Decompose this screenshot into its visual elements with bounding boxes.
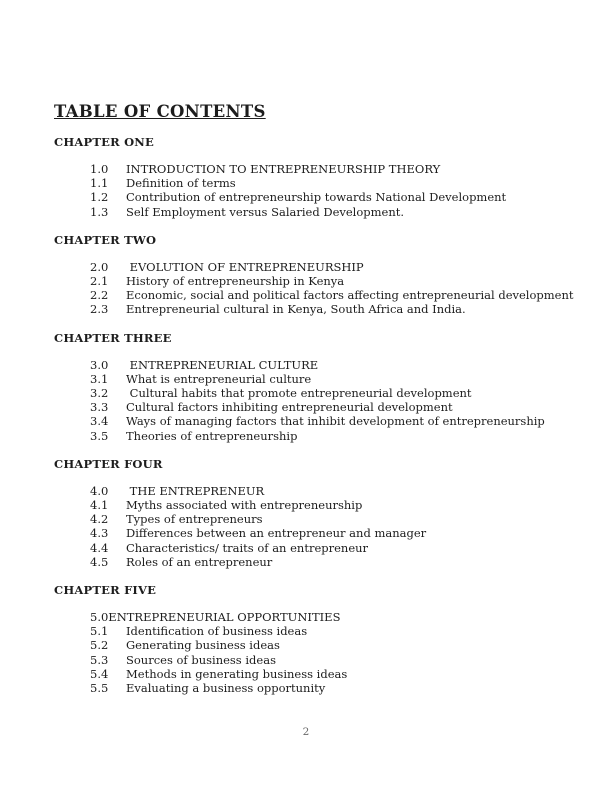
- toc-entry: [90, 638, 584, 652]
- toc-entry-title: Contribution of entrepreneurship towards National Development: [126, 190, 507, 205]
- toc-entry-title: Roles of an entrepreneur: [126, 554, 273, 569]
- toc-entry: [90, 681, 584, 695]
- toc-entry: [90, 288, 584, 302]
- page-title: TABLE OF CONTENTS: [54, 102, 266, 121]
- toc-entry-title: Characteristics/ traits of an entrepreneur: [126, 540, 369, 555]
- toc-entry-number: 3.5: [90, 428, 109, 443]
- toc-entry-number: 3.3: [90, 400, 109, 415]
- toc-entry-number: 1.3: [90, 204, 109, 219]
- toc-entry-number: 4.2: [90, 512, 109, 527]
- toc-entry-number: 5.5: [90, 681, 109, 696]
- chapter-heading: CHAPTER FIVE: [54, 583, 157, 598]
- toc-entry-title: EVOLUTION OF ENTREPRENEURSHIP: [126, 259, 364, 274]
- toc-entry-title: Sources of business ideas: [126, 652, 276, 667]
- toc-entry-number: 2.2: [90, 288, 109, 303]
- toc-entry: [90, 484, 584, 498]
- toc-entry: [90, 358, 584, 372]
- toc-entry-title: Identification of business ideas: [126, 624, 308, 639]
- chapter-items: [54, 610, 584, 695]
- toc-entry: [90, 555, 584, 569]
- toc-entry-number: 5.3: [90, 652, 109, 667]
- toc-entry-title: THE ENTREPRENEUR: [126, 483, 265, 498]
- toc-entry-number: 4.5: [90, 554, 109, 569]
- toc-entry-title: Definition of terms: [126, 176, 236, 191]
- toc-entry-number: 4.0: [90, 483, 109, 498]
- chapter-items: [54, 162, 584, 219]
- toc-entry-number: 3.0: [90, 357, 109, 372]
- chapter-items: [54, 358, 584, 443]
- toc-entry-title: Myths associated with entrepreneurship: [126, 498, 363, 513]
- toc-entry: [90, 205, 584, 219]
- toc-entry-number: 2.3: [90, 302, 109, 317]
- toc-entry-title: Methods in generating business ideas: [126, 666, 348, 681]
- toc-entry: [90, 386, 584, 400]
- toc-entry-number: 5.2: [90, 638, 109, 653]
- toc-chapters: [54, 135, 584, 695]
- chapter-items: [54, 260, 584, 317]
- toc-entry-number: 4.3: [90, 526, 109, 541]
- toc-entry-title: Generating business ideas: [126, 638, 280, 653]
- toc-entry-number: 1.2: [90, 190, 109, 205]
- toc-entry-title: Entrepreneurial cultural in Kenya, South Africa and India.: [126, 302, 466, 317]
- toc-entry-title: Economic, social and political factors affecting entrepreneurial development: [126, 288, 574, 303]
- toc-entry: [90, 526, 584, 540]
- toc-entry-title: Types of entrepreneurs: [126, 512, 263, 527]
- toc-entry: [90, 190, 584, 204]
- chapter-heading: CHAPTER THREE: [54, 330, 172, 345]
- chapter-heading: CHAPTER ONE: [54, 135, 154, 149]
- toc-entry: [90, 414, 584, 428]
- toc-entry-number: 4.4: [90, 540, 109, 555]
- toc-entry-title: Cultural factors inhibiting entrepreneurial development: [126, 400, 453, 415]
- toc-entry-title: Differences between an entrepreneur and manager: [126, 526, 427, 541]
- toc-entry: [90, 302, 584, 316]
- toc-entry-title: What is entrepreneurial culture: [126, 371, 312, 386]
- toc-entry-title: ENTREPRENEURIAL CULTURE: [126, 357, 319, 372]
- toc-entry-number: 2.1: [90, 274, 109, 289]
- chapter-items: [54, 484, 584, 569]
- toc-entry-number: 1.0: [90, 162, 109, 176]
- toc-entry-number: 5.0: [90, 610, 109, 625]
- toc-entry-number: 3.4: [90, 414, 109, 429]
- toc-entry-number: 3.2: [90, 386, 109, 401]
- toc-entry-number: 3.1: [90, 371, 109, 386]
- toc-entry: [90, 541, 584, 555]
- toc-entry: [90, 498, 584, 512]
- toc-entry: [90, 429, 584, 443]
- toc-entry-title: INTRODUCTION TO ENTREPRENEURSHIP THEORY: [126, 162, 441, 176]
- toc-entry-number: 1.1: [90, 176, 109, 191]
- toc-entry: [90, 512, 584, 526]
- toc-entry: [90, 274, 584, 288]
- toc-entry-title: Self Employment versus Salaried Development.: [126, 204, 405, 219]
- toc-entry-title: Evaluating a business opportunity: [126, 681, 326, 696]
- toc-entry-number: 5.4: [90, 666, 109, 681]
- page-number: 2: [302, 726, 310, 738]
- toc-entry: [90, 653, 584, 667]
- toc-content: [54, 101, 584, 695]
- toc-entry-title: Theories of entrepreneurship: [126, 428, 298, 443]
- toc-entry: [90, 667, 584, 681]
- toc-entry-title: Ways of managing factors that inhibit development of entrepreneurship: [126, 414, 545, 429]
- toc-entry-title: History of entrepreneurship in Kenya: [126, 274, 345, 289]
- toc-entry: [90, 372, 584, 386]
- chapter-heading: CHAPTER FOUR: [54, 456, 163, 471]
- toc-entry-number: 2.0: [90, 259, 109, 274]
- toc-entry: [90, 176, 584, 190]
- chapter-heading: CHAPTER TWO: [54, 232, 157, 247]
- toc-entry: [90, 162, 584, 176]
- toc-entry-number: 5.1: [90, 624, 109, 639]
- toc-entry-title: ENTREPRENEURIAL OPPORTUNITIES: [108, 610, 341, 625]
- toc-entry: [90, 610, 584, 624]
- toc-entry: [90, 260, 584, 274]
- toc-entry: [90, 624, 584, 638]
- toc-entry-number: 4.1: [90, 498, 109, 513]
- toc-entry-title: Cultural habits that promote entrepreneurial development: [126, 386, 472, 401]
- toc-entry: [90, 400, 584, 414]
